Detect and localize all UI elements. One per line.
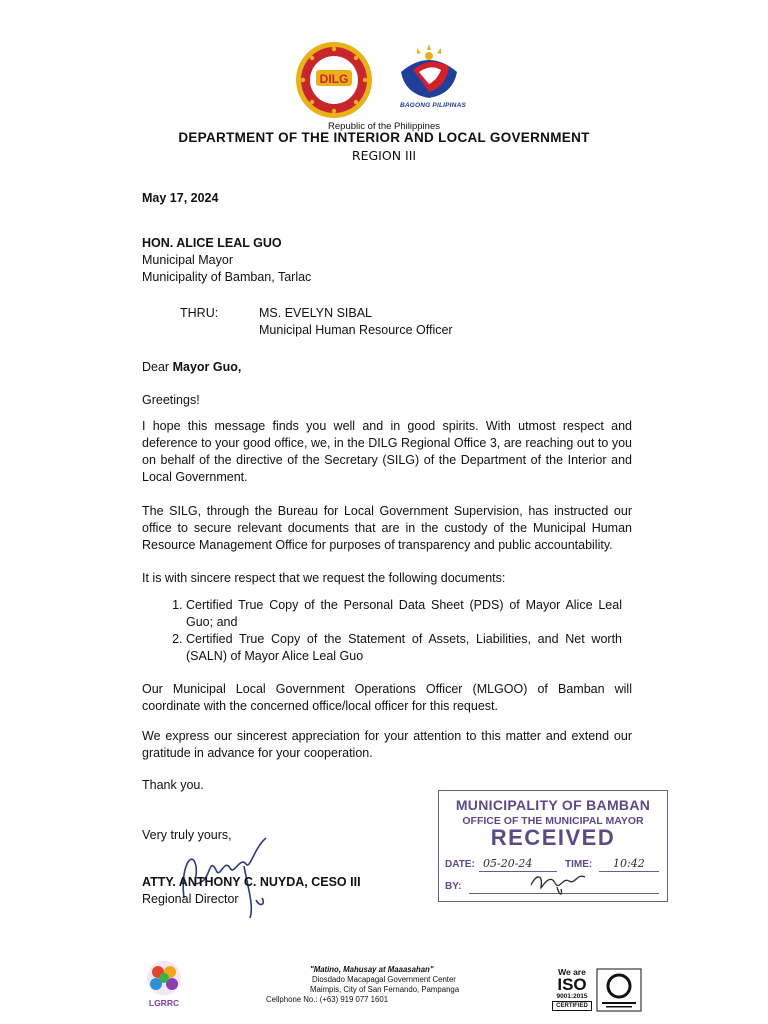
stamp-date-value: 05-20-24: [483, 857, 533, 870]
salutation: [142, 359, 241, 376]
iso-certified: CERTIFIED: [552, 1001, 592, 1011]
document-item-2: 2. Certified True Copy of the Statement of Assets, Liabilities, and Net worth (SALN) of Mayor Alice Leal Guo: [186, 631, 622, 665]
footer-address-line-1: Diosdado Macapagal Government Center: [312, 975, 456, 984]
thru-name: MS. EVELYN SIBAL: [259, 306, 373, 320]
stamp-receiver-signature: [527, 863, 597, 899]
lgrrc-label: LGRRC: [148, 998, 180, 1008]
body-paragraph-1: I hope this message finds you well and in good spirits. With utmost respect and deference to your good office, we, in the DILG Regional Office 3, are reaching out to you on behalf of the directive of the Secretary (SILG) of the Department of the Interior and Local Government.: [142, 419, 632, 484]
greeting: Greetings!: [142, 393, 200, 407]
body-paragraph-5: We express our sincerest appreciation for your attention to this matter and extend our gratitude in advance for your cooperation.: [142, 729, 632, 760]
bagong-pilipinas-label: BAGONG PILIPINAS: [399, 102, 467, 109]
document-list: [166, 597, 622, 665]
stamp-municipality: MUNICIPALITY OF BAMBAN: [455, 797, 651, 813]
stamp-time-value: 10:42: [613, 857, 645, 870]
certification-body-logo: [596, 968, 642, 1012]
thru-title: Municipal Human Resource Officer: [259, 323, 453, 337]
recipient-name: HON. ALICE LEAL GUO: [142, 236, 282, 250]
footer-phone: Cellphone No.: (+63) 919 077 1601: [266, 995, 389, 1004]
body-paragraph-3: It is with sincere respect that we request the following documents:: [142, 571, 506, 585]
iso-certification-badge: [552, 968, 592, 1012]
thru-label: THRU:: [180, 306, 219, 320]
lgrrc-logo: [140, 958, 188, 998]
salutation-prefix: Dear: [142, 360, 173, 374]
footer-address-line-2: Maimpis, City of San Fernando, Pampanga: [310, 985, 460, 994]
dilg-seal-logo: [294, 40, 374, 120]
document-item-1: 1. Certified True Copy of the Personal Data Sheet (PDS) of Mayor Alice Leal Guo; and: [186, 597, 622, 631]
thank-you: Thank you.: [142, 778, 204, 792]
footer-motto: "Matino, Mahusay at Maaasahan": [310, 965, 434, 974]
body-paragraph-4: Our Municipal Local Government Operations Officer (MLGOO) of Bamban will coordinate with the concerned office/local officer for this request.: [142, 682, 632, 713]
iso-we-are: We are: [558, 967, 586, 977]
stamp-by-label: BY:: [445, 881, 462, 892]
stamp-received: RECEIVED: [490, 825, 616, 850]
received-stamp: [438, 790, 668, 902]
salutation-name: Mayor Guo,: [172, 360, 242, 374]
body-paragraph-2: The SILG, through the Bureau for Local Government Supervision, has instructed our office to secure relevant documents that are in the custody of the Municipal Human Resource Management Office for purposes of transparency and public accountability.: [142, 504, 632, 552]
republic-line: Republic of the Philippines: [328, 121, 440, 132]
department-name: DEPARTMENT OF THE INTERIOR AND LOCAL GOVERNMENT: [178, 130, 590, 145]
recipient-title: Municipal Mayor: [142, 253, 234, 267]
signatory-position: Regional Director: [142, 892, 239, 906]
stamp-date-label: DATE:: [445, 859, 475, 870]
iso-text: ISO: [557, 975, 587, 994]
stamp-office: OFFICE OF THE MUNICIPAL MAYOR: [462, 815, 644, 827]
stamp-time-label: TIME:: [565, 859, 593, 870]
recipient-office: Municipality of Bamban, Tarlac: [142, 270, 312, 284]
dilg-logo-text: DILG: [319, 72, 349, 86]
letter-date: May 17, 2024: [142, 191, 219, 205]
valediction: Very truly yours,: [142, 828, 232, 842]
region-line: REGION III: [351, 148, 417, 163]
iso-standard: 9001:2015: [556, 993, 588, 1000]
stamp-time-line: [599, 871, 659, 872]
signatory-name: ATTY. ANTHONY C. NUYDA, CESO III: [142, 875, 361, 889]
